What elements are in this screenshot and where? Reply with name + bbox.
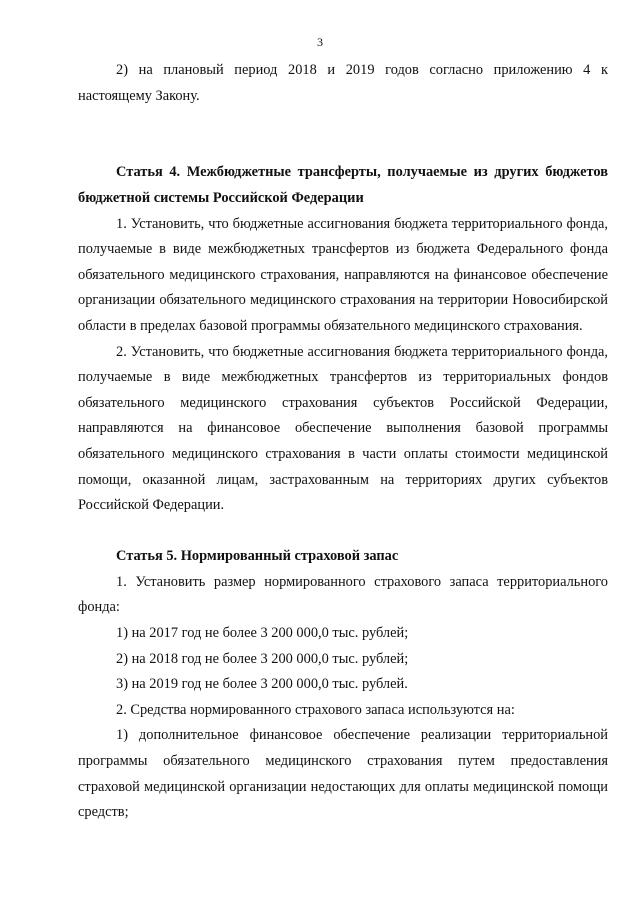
article-5-paragraph-1: 1. Установить размер нормированного страхового запаса территориального фонда: [78,573,608,616]
article-5-item-2: 2) на 2018 год не более 3 200 000,0 тыс. рублей; [116,650,409,667]
intro-item: 2) на плановый период 2018 и 2019 годов согласно приложению 4 к настоящему Закону. [78,62,608,104]
article-5-paragraph-3: 1) дополнительное финансовое обеспечение реализации территориальной программы обязательного медицинского страхования путем предоставления страховой медицинской организации недостающих для оплаты медицинской помощи средств; [78,727,608,821]
spacer [78,109,608,135]
spacer [78,519,608,545]
article-5-heading: Статья 5. Нормированный страховой запас [116,548,399,565]
article-5-paragraph-2: 2. Средства нормированного страхового запаса используются на: [116,701,515,718]
article-4-paragraph-2: 2. Установить, что бюджетные ассигнования бюджета территориального фонда, получаемые в виде межбюджетных трансфертов из территориальных фондов обязательного медицинского страхования субъектов Российской Федерации, направляются на финансовое обеспечение выполнения базовой программы обязательного медицинского страхования в части оплаты стоимости медицинской помощи, оказанной лицам, застрахованным на территориях других субъектов Российской Федерации. [78,343,608,514]
spacer [78,135,608,161]
page-number: 3 [317,35,323,49]
document-body [78,58,608,826]
article-4-paragraph-1: 1. Установить, что бюджетные ассигнования бюджета территориального фонда, получаемые в виде межбюджетных трансфертов из бюджета Федерального фонда обязательного медицинского страхования, направляются на финансовое обеспечение организации обязательного медицинского страхования на территории Новосибирской области в пределах базовой программы обязательного медицинского страхования. [78,215,608,334]
article-4-heading: Статья 4. Межбюджетные трансферты, получаемые из других бюджетов бюджетной системы Российской Федерации [78,164,608,206]
article-5-item-3: 3) на 2019 год не более 3 200 000,0 тыс. рублей. [116,676,408,693]
article-5-item-1: 1) на 2017 год не более 3 200 000,0 тыс. рублей; [116,625,409,642]
